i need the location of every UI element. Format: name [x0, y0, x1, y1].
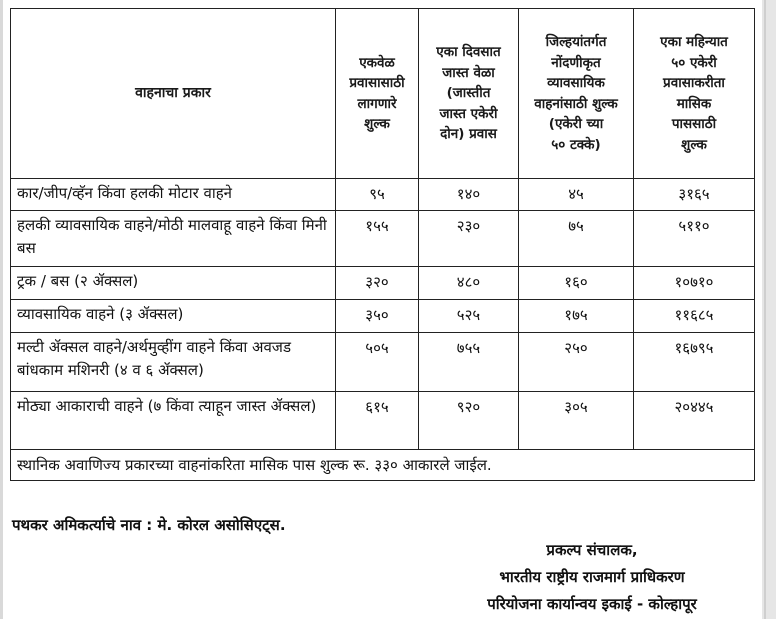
- table-footnote-row: [11, 450, 755, 481]
- monthly-fee-cell: २०४४५: [634, 392, 755, 450]
- page-edge: [0, 0, 3, 619]
- single-fee-cell: ९५: [336, 179, 419, 211]
- single-fee-cell: ६१५: [336, 392, 419, 450]
- return-fee-cell: ९२०: [419, 392, 519, 450]
- single-fee-cell: ५०५: [336, 333, 419, 392]
- single-fee-cell: १५५: [336, 211, 419, 267]
- table-header-row: [11, 9, 755, 179]
- signature-block: [442, 537, 742, 618]
- monthly-fee-cell: ५११०: [634, 211, 755, 267]
- monthly-fee-cell: १०७१०: [634, 267, 755, 300]
- single-fee-cell: ३५०: [336, 300, 419, 333]
- local-fee-cell: ३०५: [519, 392, 634, 450]
- table-row: [11, 179, 755, 211]
- signatory-organization: भारतीय राष्ट्रीय राजमार्ग प्राधिकरण: [499, 568, 685, 586]
- header-single-journey-fee: एकवेळ प्रवासासाठी लागणारे शुल्क: [336, 9, 419, 179]
- header-monthly-pass-fee: एका महिन्यात ५० एकेरी प्रवासाकरीता मासिक पाससाठी शुल्क: [634, 9, 755, 179]
- table-row: [11, 267, 755, 300]
- toll-fee-table: [10, 8, 755, 481]
- vehicle-type-cell: मल्टी ॲक्सल वाहने/अर्थमुव्हींग वाहने किंवा अवजड बांधकाम मशिनरी (४ व ६ ॲक्सल): [11, 333, 336, 392]
- return-fee-cell: २३०: [419, 211, 519, 267]
- single-fee-cell: ३२०: [336, 267, 419, 300]
- monthly-fee-cell: ११६८५: [634, 300, 755, 333]
- return-fee-cell: ४८०: [419, 267, 519, 300]
- local-fee-cell: २५०: [519, 333, 634, 392]
- vehicle-type-cell: मोठ्या आकाराची वाहने (७ किंवा त्याहून जास्त ॲक्सल): [11, 392, 336, 450]
- return-fee-cell: ५२५: [419, 300, 519, 333]
- return-fee-cell: १४०: [419, 179, 519, 211]
- local-fee-cell: ४५: [519, 179, 634, 211]
- header-return-journey-fee: एका दिवसात जास्त वेळा (जास्तीत जास्त एकेरी दोन) प्रवास: [419, 9, 519, 179]
- return-fee-cell: ७५५: [419, 333, 519, 392]
- header-local-commercial-fee: जिल्हयांतर्गत नोंदणीकृत व्यावसायिक वाहनांसाठी शुल्क (एकेरी च्या ५० टक्के): [519, 9, 634, 179]
- header-vehicle-type: वाहनाचा प्रकार: [11, 9, 336, 179]
- vehicle-type-cell: ट्रक / बस (२ ॲक्सल): [11, 267, 336, 300]
- viewer-scrollbar-track[interactable]: [762, 0, 776, 619]
- signatory-office: परियोजना कार्यान्वय इकाई - कोल्हापूर: [487, 595, 697, 613]
- vehicle-type-cell: कार/जीप/व्हॅन किंवा हलकी मोटार वाहने: [11, 179, 336, 211]
- local-fee-cell: ७५: [519, 211, 634, 267]
- table-row: [11, 333, 755, 392]
- local-fee-cell: १६०: [519, 267, 634, 300]
- toll-operator-name: पथकर अमिकर्त्याचे नाव : मे. कोरल असोसिएट्स.: [12, 516, 286, 534]
- monthly-fee-cell: ३१६५: [634, 179, 755, 211]
- table-row: [11, 211, 755, 267]
- local-fee-cell: १७५: [519, 300, 634, 333]
- local-pass-footnote: स्थानिक अवाणिज्य प्रकारच्या वाहनांकरिता मासिक पास शुल्क रू. ३३० आकारले जाईल.: [11, 450, 755, 481]
- monthly-fee-cell: १६७९५: [634, 333, 755, 392]
- vehicle-type-cell: हलकी व्यावसायिक वाहने/मोठी मालवाहू वाहने किंवा मिनी बस: [11, 211, 336, 267]
- table-row: [11, 392, 755, 450]
- table-row: [11, 300, 755, 333]
- signatory-title: प्रकल्प संचालक,: [546, 541, 638, 559]
- vehicle-type-cell: व्यावसायिक वाहने (३ ॲक्सल): [11, 300, 336, 333]
